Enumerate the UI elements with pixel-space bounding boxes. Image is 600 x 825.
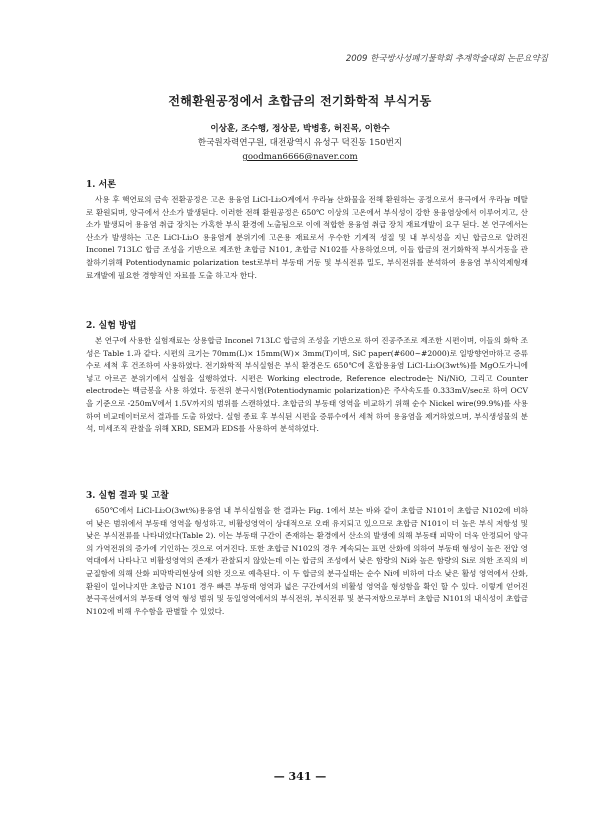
- section-body: 650℃에서 LiCl-Li₂O(3wt%)용융염 내 부식실험을 한 결과는 Fig. 1에서 보는 바와 같이 초합금 N101이 초합금 N102에 비하여 낮은 범위에서 부동태 영역을 형성하고, 비활성영역이 상대적으로 오래 유지되고 있으므로 초합금 N101이 더 높은 부식 저항성 및 낮은 부식전류를 나타내었다(Table 2). 이는 부동태 구간이 존재하는 환경에서 산소의 발생에 의해 부동태 피막이 더욱 안정되어 양극의 가역전위의 증가에 기인하는 것으로 여겨진다. 또한 초합금 N102의 경우 계속되는 표면 산화에 의하여 부동태 형성이 높은 전압 영역대에서 나타나고 비활성영역의 존재가 관찰되지 않았는데 이는 합금의 조성에서 낮은 함량의 Ni와 높은 함량의 Si로 의한 조직의 비균질함에 의해 산화 피막박리현상에 의한 것으로 예측된다. 이 두 합금의 분극실태는 순수 Ni에 비하여 다소 낮은 활성 영역에서 산화, 환원이 일어나지만 초합금 N101 경우 빠른 부동태 영역과 넓은 구간에서의 비활성 영역을 형성함을 확인 할 수 있다. 이렇게 얻어진 분극곡선에서의 부동태 영역 형성 범위 및 동일영역에서의 부식전위, 부식전류 및 분극저항으로부터 초합금 N101의 내식성이 초합금 N102에 비해 우수함을 판별할 수 있었다.: [86, 506, 529, 616]
- author-names: 이상훈, 조수행, 정상문, 박병흥, 허진목, 이한수: [210, 124, 390, 134]
- author-block: [0, 122, 600, 164]
- author-affiliation: 한국원자력연구원, 대전광역시 유성구 덕진동 150번지: [197, 138, 403, 148]
- section-results: [86, 488, 528, 618]
- author-email: goodman6666@naver.com: [242, 152, 358, 162]
- section-heading: 3. 실험 결과 및 고찰: [86, 491, 169, 501]
- section-introduction: [86, 177, 528, 282]
- section-heading: 2. 실험 방법: [86, 321, 137, 331]
- section-body: 사용 후 핵연료의 금속 전환공정은 고온 용융염 LiCl-Li₂O계에서 우라늄 산화물을 전해 환원하는 공정으로서 용극에서 우라늄 메탈로 환원되며, 양극에서 산소가 발생된다. 이러한 전해 환원공정은 650℃ 이상의 고온에서 부식성이 강한 용융염상에서 이루어지고, 산소가 발생되어 용융염 취급 장치는 가혹한 부식 환경에 노출됨으로 이에 적합한 용융염 취급 장치 재료개발이 요구 된다. 본 연구에서는 산소가 발생하는 고온 LiCl-Li₂O 용융염계 분위기에 고온용 재료로서 우수한 기계적 성질 및 내 부식성을 지닌 합금으로 알려진 Inconel 713LC 합금 조성을 기반으로 제조한 초합금 N101, 초합금 N102를 사용하였으며, 이들 합금의 전기화학적 부식거동을 관찰하기위해 Potentiodynamic polarization test로부터 부동태 거동 및 부식전류 밀도, 부식전위를 분석하여 용융염 부식억제형재료개발에 필요한 경향적인 자료를 도출 하고자 한다.: [86, 195, 528, 280]
- section-body: 본 연구에 사용한 실험재료는 상용합금 Inconel 713LC 합금의 조성을 기반으로 하여 진공주조로 제조한 시편이며, 이들의 화학 조성은 Table 1.과 같다. 시편의 크기는 70mm(L)× 15mm(W)× 3mm(T)이며, SiC paper(#600~#2000)로 일방향연마하고 증류수로 세척 후 건조하여 사용하였다. 전기화학적 부식실험은 부식 환경온도 650℃에 혼합용융염 LiCl-Li₂O(3wt%)를 MgO도가니에 넣고 아르곤 분위기에서 실험을 실행하였다. 시편은 Working electrode, Reference electrode는 Ni/NiO, 그리고 Counter electrode는 백금봉을 사용 하였다. 동전위 분극시험(Potentiodynamic polarization)은 주사속도를 0.333mV/sec로 하여 OCV을 기준으로 -250mV에서 1.5V까지의 범위를 스캔하였다. 초합금의 부동태 영역을 비교하기 위해 순수 Nickel wire(99.9%)를 사용하여 비교데이터로서 결과를 도출 하였다. 실험 종료 후 부식된 시편을 증류수에서 세척 하여 용융염을 제거하였으며, 부식생성물의 분석, 미세조직 관찰을 위해 XRD, SEM과 EDS를 사용하여 분석하였다.: [86, 336, 528, 434]
- paper-title: 전해환원공정에서 초합금의 전기화학적 부식거동: [168, 94, 432, 108]
- section-methods: [86, 318, 528, 436]
- section-heading: 1. 서론: [86, 180, 116, 190]
- running-head: 2009 한국방사성폐기물학회 추계학술대회 논문요약집: [345, 54, 548, 64]
- page-number: — 341 —: [273, 770, 327, 783]
